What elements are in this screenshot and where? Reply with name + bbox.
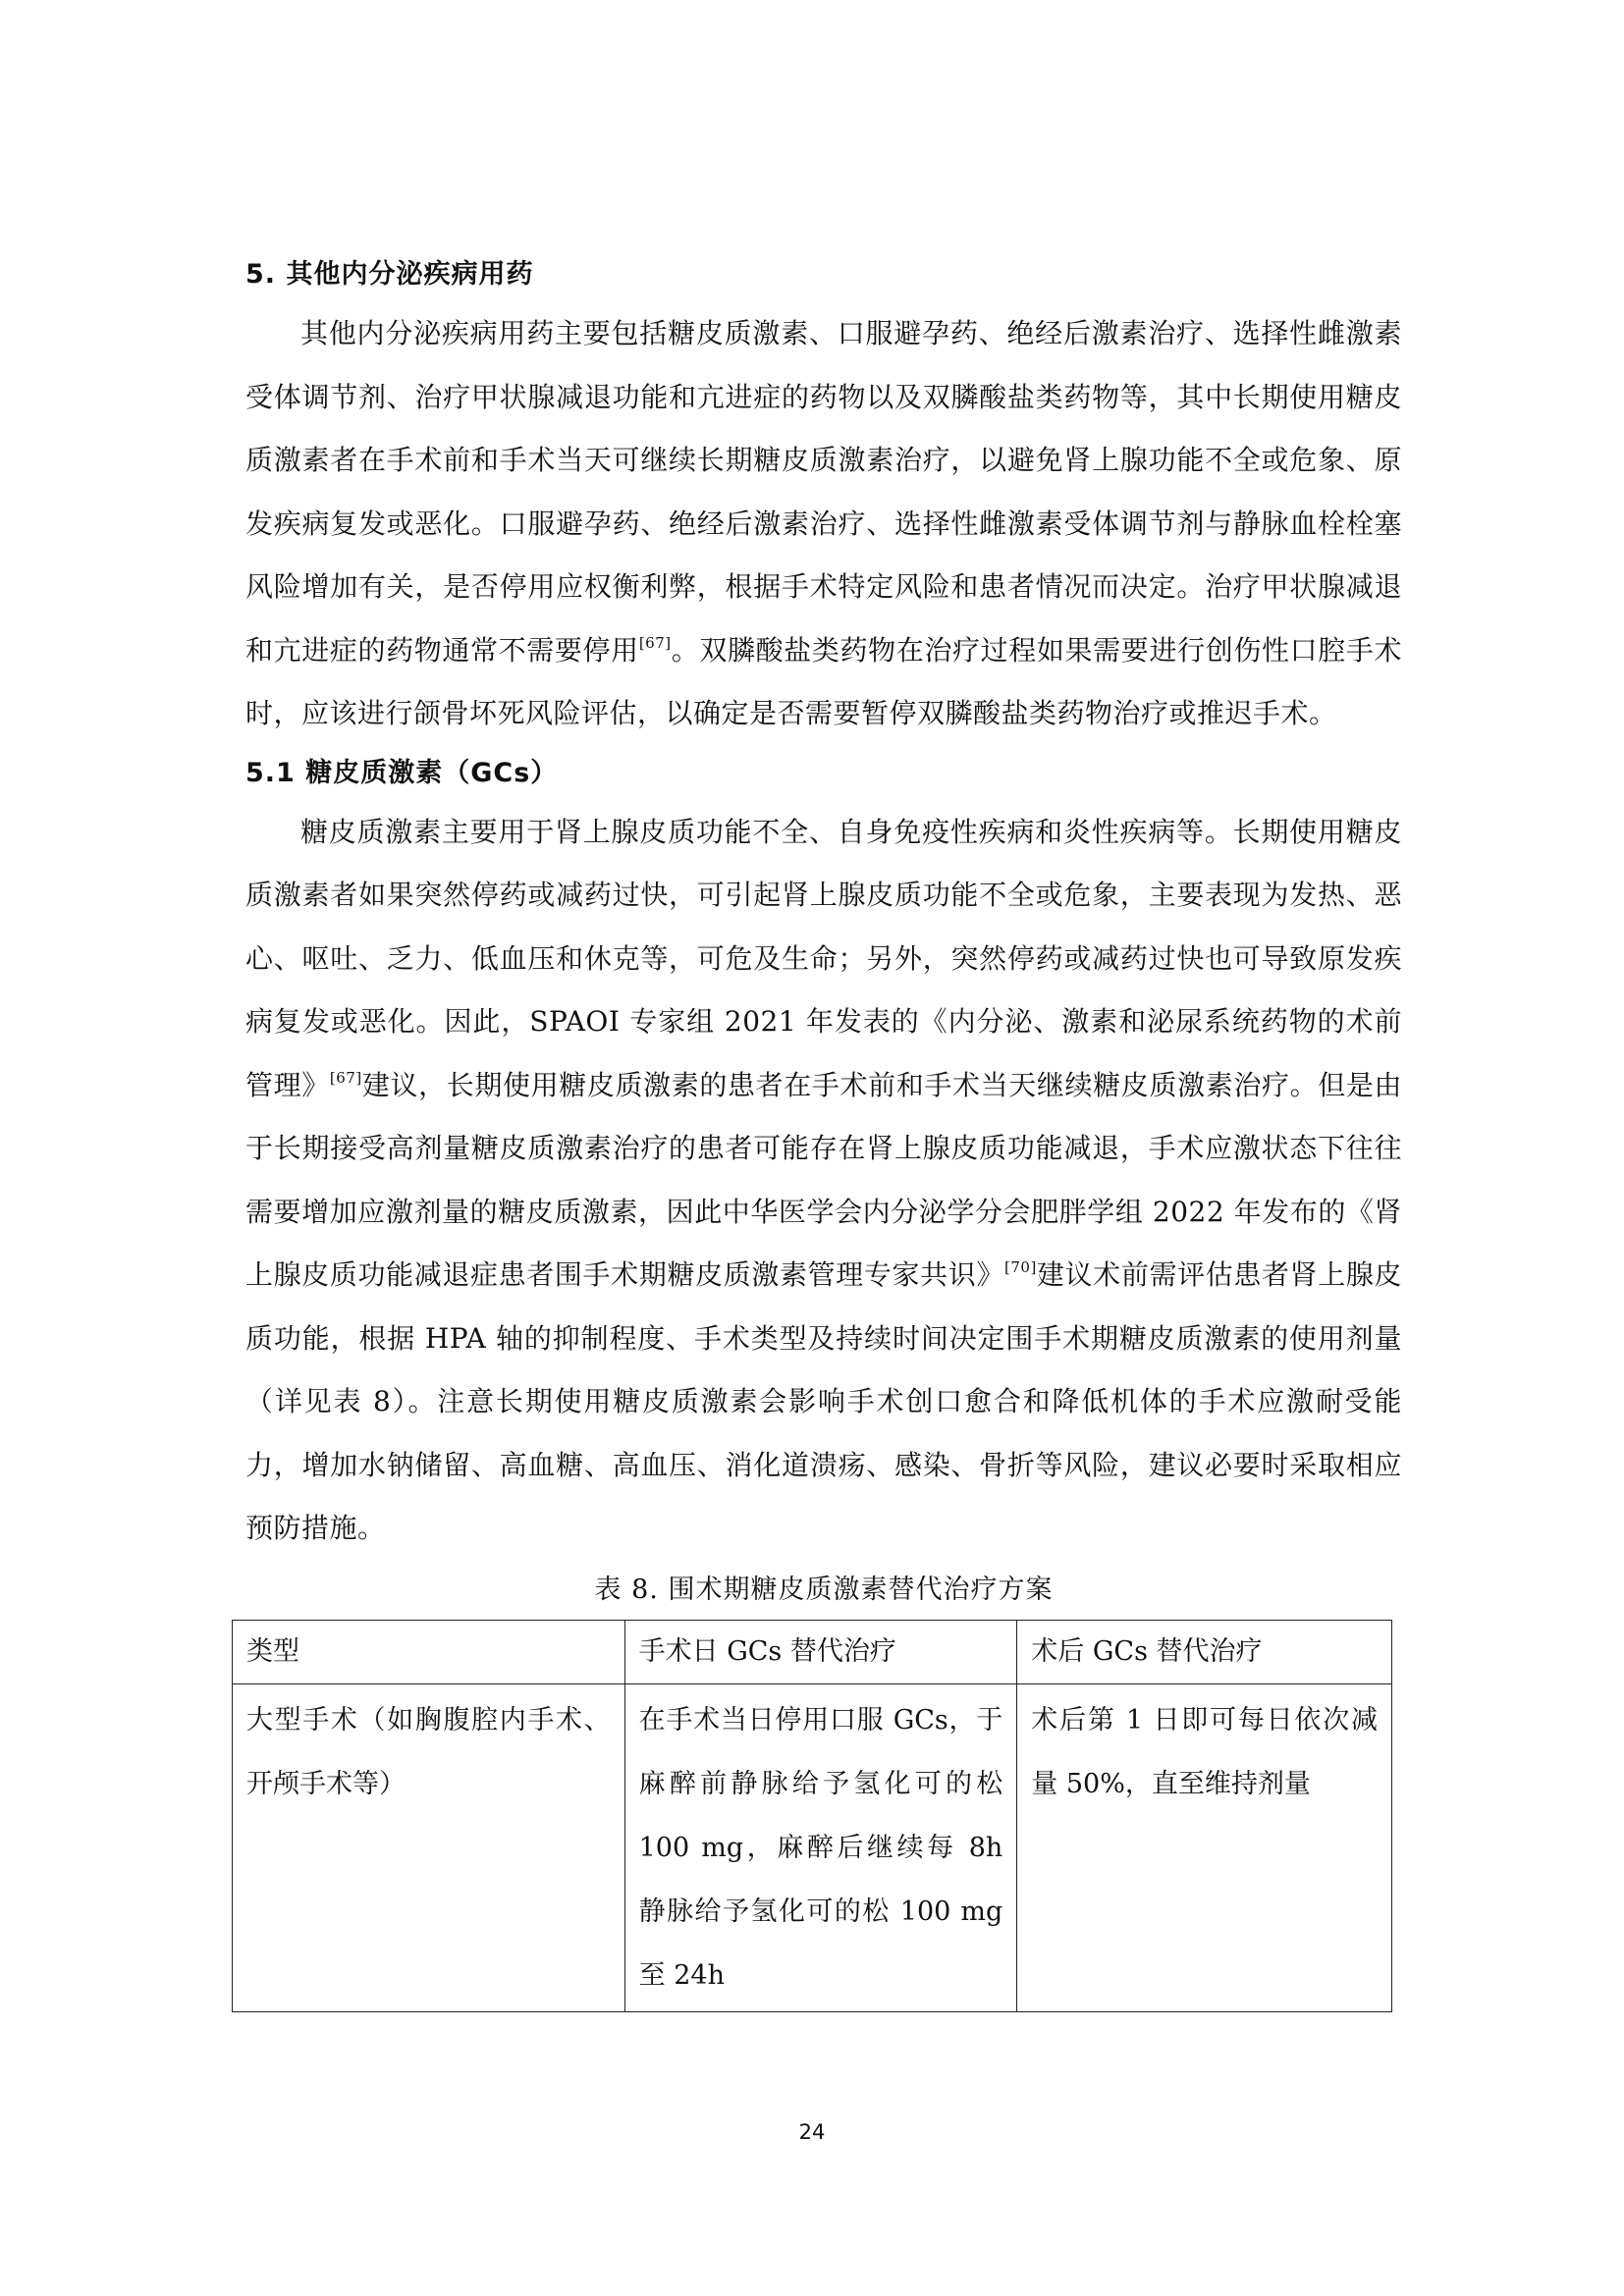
table-header-row [233, 1620, 1392, 1683]
table-header-cell: 类型 [233, 1620, 625, 1683]
table-cell: 在手术当日停用口服 GCs，于麻醉前静脉给予氢化可的松 100 mg，麻醉后继续每 8h 静脉给予氢化可的松 100 mg 至 24h [624, 1683, 1017, 2011]
table-cell: 术后第 1 日即可每日依次减量 50%，直至维持剂量 [1017, 1683, 1392, 2011]
table-row [233, 1683, 1392, 2011]
table-header-cell: 术后 GCs 替代治疗 [1017, 1620, 1392, 1683]
citation-70[interactable]: [70] [1004, 1258, 1037, 1276]
citation-67[interactable]: [67] [638, 633, 672, 652]
section-5-text-a: 其他内分泌疾病用药主要包括糖皮质激素、口服避孕药、绝经后激素治疗、选择性雌激素受体调节剂、治疗甲状腺减退功能和亢进症的药物以及双膦酸盐类药物等，其中长期使用糖皮质激素者在手术前和手术当天可继续长期糖皮质激素治疗，以避免肾上腺功能不全或危象、原发疾病复发或恶化。口服避孕药、绝经后激素治疗、选择性雌激素受体调节剂与静脉血栓栓塞风险增加有关，是否停用应权衡利弊，根据手术特定风险和患者情况而决定。治疗甲状腺减退和亢进症的药物通常不需要停用 [245, 317, 1402, 667]
table-8-caption: 表 8. 围术期糖皮质激素替代治疗方案 [594, 1574, 1054, 1605]
table-cell: 大型手术（如胸腹腔内手术、开颅手术等） [233, 1683, 625, 2011]
section-5-1-text-a: 糖皮质激素主要用于肾上腺皮质功能不全、自身免疫性疾病和炎性疾病等。长期使用糖皮质激素者如果突然停药或减药过快，可引起肾上腺皮质功能不全或危象，主要表现为发热、恶心、呕吐、乏力、低血压和休克等，可危及生命；另外，突然停药或减药过快也可导致原发疾病复发或恶化。因此，SPAOI 专家组 2021 年发表的《内分泌、激素和泌尿系统药物的术前管理》 [245, 815, 1402, 1101]
section-5-1-heading: 5.1 糖皮质激素（GCs） [245, 757, 559, 788]
section-5-1-paragraph [245, 801, 1402, 1561]
section-5-1-text-c: 建议术前需评估患者肾上腺皮质功能，根据 HPA 轴的抑制程度、手术类型及持续时间决定围手术期糖皮质激素的使用剂量（详见表 8）。注意长期使用糖皮质激素会影响手术创口愈合和降低机体的手术应激耐受能力，增加水钠储留、高血糖、高血压、消化道溃疡、感染、骨折等风险，建议必要时采取相应预防措施。 [245, 1258, 1402, 1544]
section-5-1-text-b: 建议，长期使用糖皮质激素的患者在手术前和手术当天继续糖皮质激素治疗。但是由于长期接受高剂量糖皮质激素治疗的患者可能存在肾上腺皮质功能减退，手术应激状态下往往需要增加应激剂量的糖皮质激素，因此中华医学会内分泌学分会肥胖学组 2022 年发布的《肾上腺皮质功能减退症患者围手术期糖皮质激素管理专家共识》 [245, 1068, 1402, 1291]
citation-67[interactable]: [67] [329, 1068, 362, 1087]
section-5-paragraph [245, 302, 1402, 746]
section-5-heading: 5. 其他内分泌疾病用药 [245, 259, 534, 290]
document-page [245, 247, 1402, 2012]
section-5-text-b: 。双膦酸盐类药物在治疗过程如果需要进行创伤性口腔手术时，应该进行颌骨坏死风险评估，以确定是否需要暂停双膦酸盐类药物治疗或推迟手术。 [245, 633, 1402, 729]
page-number: 24 [798, 2120, 826, 2144]
table-8 [232, 1620, 1392, 2012]
table-header-cell: 手术日 GCs 替代治疗 [624, 1620, 1017, 1683]
